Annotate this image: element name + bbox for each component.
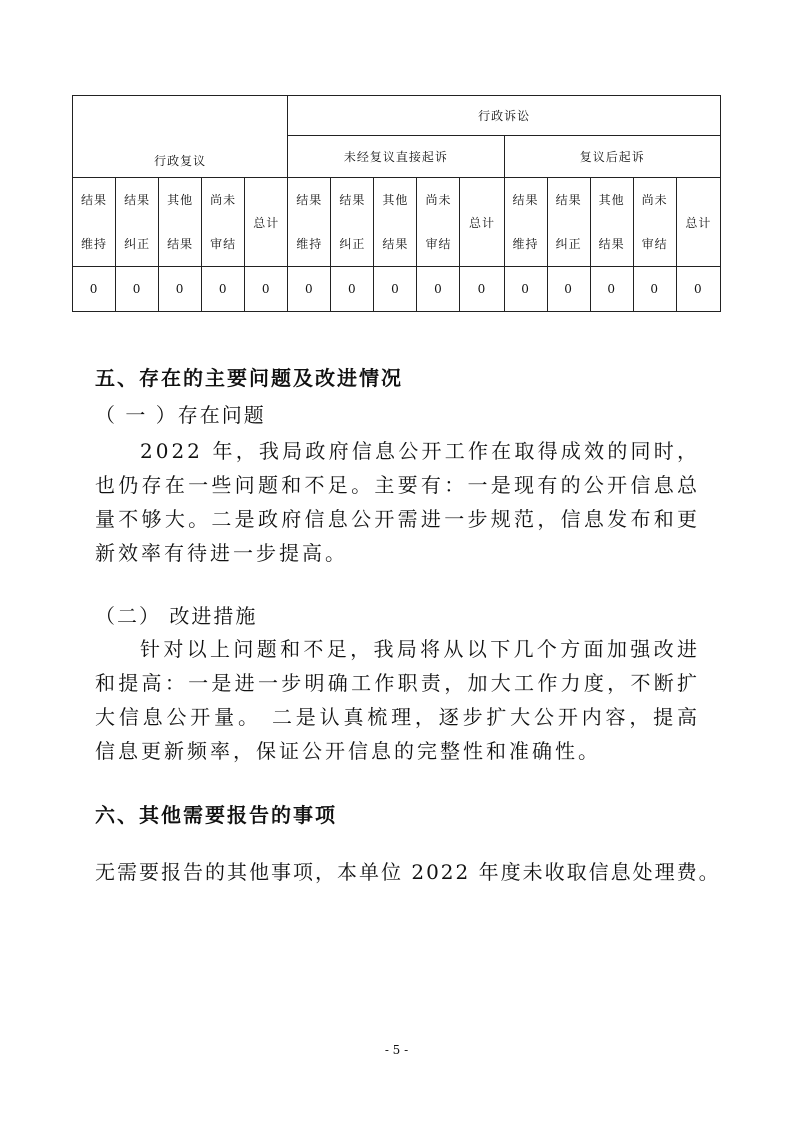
section-5-heading: 五、存在的主要问题及改进情况 — [95, 366, 403, 390]
table-cell-value: 0 — [590, 267, 633, 312]
col-label-line1: 其他 — [382, 193, 409, 207]
table-cell-value: 0 — [245, 267, 288, 312]
col-pending — [417, 178, 460, 267]
col-other-result — [159, 178, 202, 267]
col-label-line1: 结果 — [124, 193, 151, 207]
col-other-result — [374, 178, 417, 267]
section-6-heading: 六、其他需要报告的事项 — [95, 803, 337, 827]
table-cell-value: 0 — [73, 267, 116, 312]
col-label-line2: 维持 — [512, 237, 539, 251]
table-cell-value: 0 — [159, 267, 202, 312]
table-cell-value: 0 — [374, 267, 417, 312]
group-admin-litigation: 行政诉讼 — [288, 96, 721, 136]
col-label-line1: 尚未 — [210, 193, 237, 207]
col-label-line1: 尚未 — [425, 193, 452, 207]
col-label-line1: 其他 — [598, 193, 625, 207]
col-result-correct — [547, 178, 590, 267]
col-label-line2: 纠正 — [555, 237, 582, 251]
col-total: 总计 — [676, 178, 720, 267]
col-label-line2: 结果 — [598, 237, 625, 251]
subsection-problems-heading: （ 一 ）存在问题 — [95, 403, 266, 427]
col-label-line1: 结果 — [296, 193, 323, 207]
col-label-line1: 结果 — [339, 193, 366, 207]
col-result-maintain — [504, 178, 547, 267]
col-label-line2: 纠正 — [124, 237, 151, 251]
col-result-maintain — [73, 178, 116, 267]
col-total: 总计 — [460, 178, 504, 267]
col-result-correct — [331, 178, 374, 267]
col-label-line1: 其他 — [167, 193, 194, 207]
table-cell-value: 0 — [202, 267, 245, 312]
col-label-line1: 结果 — [81, 193, 108, 207]
col-pending — [202, 178, 245, 267]
table-cell-value: 0 — [288, 267, 331, 312]
col-label-line2: 审结 — [425, 237, 452, 251]
col-label-line2: 审结 — [210, 237, 237, 251]
table-cell-value: 0 — [547, 267, 590, 312]
col-label-line2: 维持 — [81, 237, 108, 251]
page-number: - 5 - — [384, 1043, 409, 1057]
col-label-line1: 结果 — [555, 193, 582, 207]
review-litigation-table — [72, 95, 721, 312]
col-label-line2: 结果 — [382, 237, 409, 251]
col-label-line2: 结果 — [167, 237, 194, 251]
other-matters-paragraph: 无需要报告的其他事项，本单位 2022 年度未收取信息处理费。 — [95, 860, 721, 884]
subsection-measures-heading: （二） 改进措施 — [95, 604, 258, 628]
col-result-correct — [116, 178, 159, 267]
group-admin-review: 行政复议 — [73, 96, 288, 178]
table-cell-value: 0 — [504, 267, 547, 312]
table-cell-value: 0 — [460, 267, 504, 312]
col-label-line1: 尚未 — [641, 193, 668, 207]
col-result-maintain — [288, 178, 331, 267]
table-cell-value: 0 — [331, 267, 374, 312]
table-cell-value: 0 — [633, 267, 676, 312]
col-label-line2: 纠正 — [339, 237, 366, 251]
col-total: 总计 — [245, 178, 288, 267]
table-cell-value: 0 — [116, 267, 159, 312]
sub-direct-litigation: 未经复议直接起诉 — [288, 136, 504, 178]
col-pending — [633, 178, 676, 267]
table-cell-value: 0 — [676, 267, 720, 312]
problems-paragraph: 2022 年，我局政府信息公开工作在取得成效的同时，也仍存在一些问题和不足。主要有：一是现有的公开信息总量不够大。二是政府信息公开需进一步规范，信息发布和更新效率有待进一步提高。 — [95, 439, 700, 565]
table-cell-value: 0 — [417, 267, 460, 312]
col-label-line1: 结果 — [512, 193, 539, 207]
col-label-line2: 审结 — [641, 237, 668, 251]
col-label-line2: 维持 — [296, 237, 323, 251]
measures-paragraph: 针对以上问题和不足，我局将从以下几个方面加强改进和提高：一是进一步明确工作职责，加大工作力度，不断扩大信息公开量。 二是认真梳理，逐步扩大公开内容，提高信息更新频率，保证公开信息的完整性和准确性。 — [95, 637, 700, 763]
sub-after-review-litigation: 复议后起诉 — [504, 136, 720, 178]
col-other-result — [590, 178, 633, 267]
